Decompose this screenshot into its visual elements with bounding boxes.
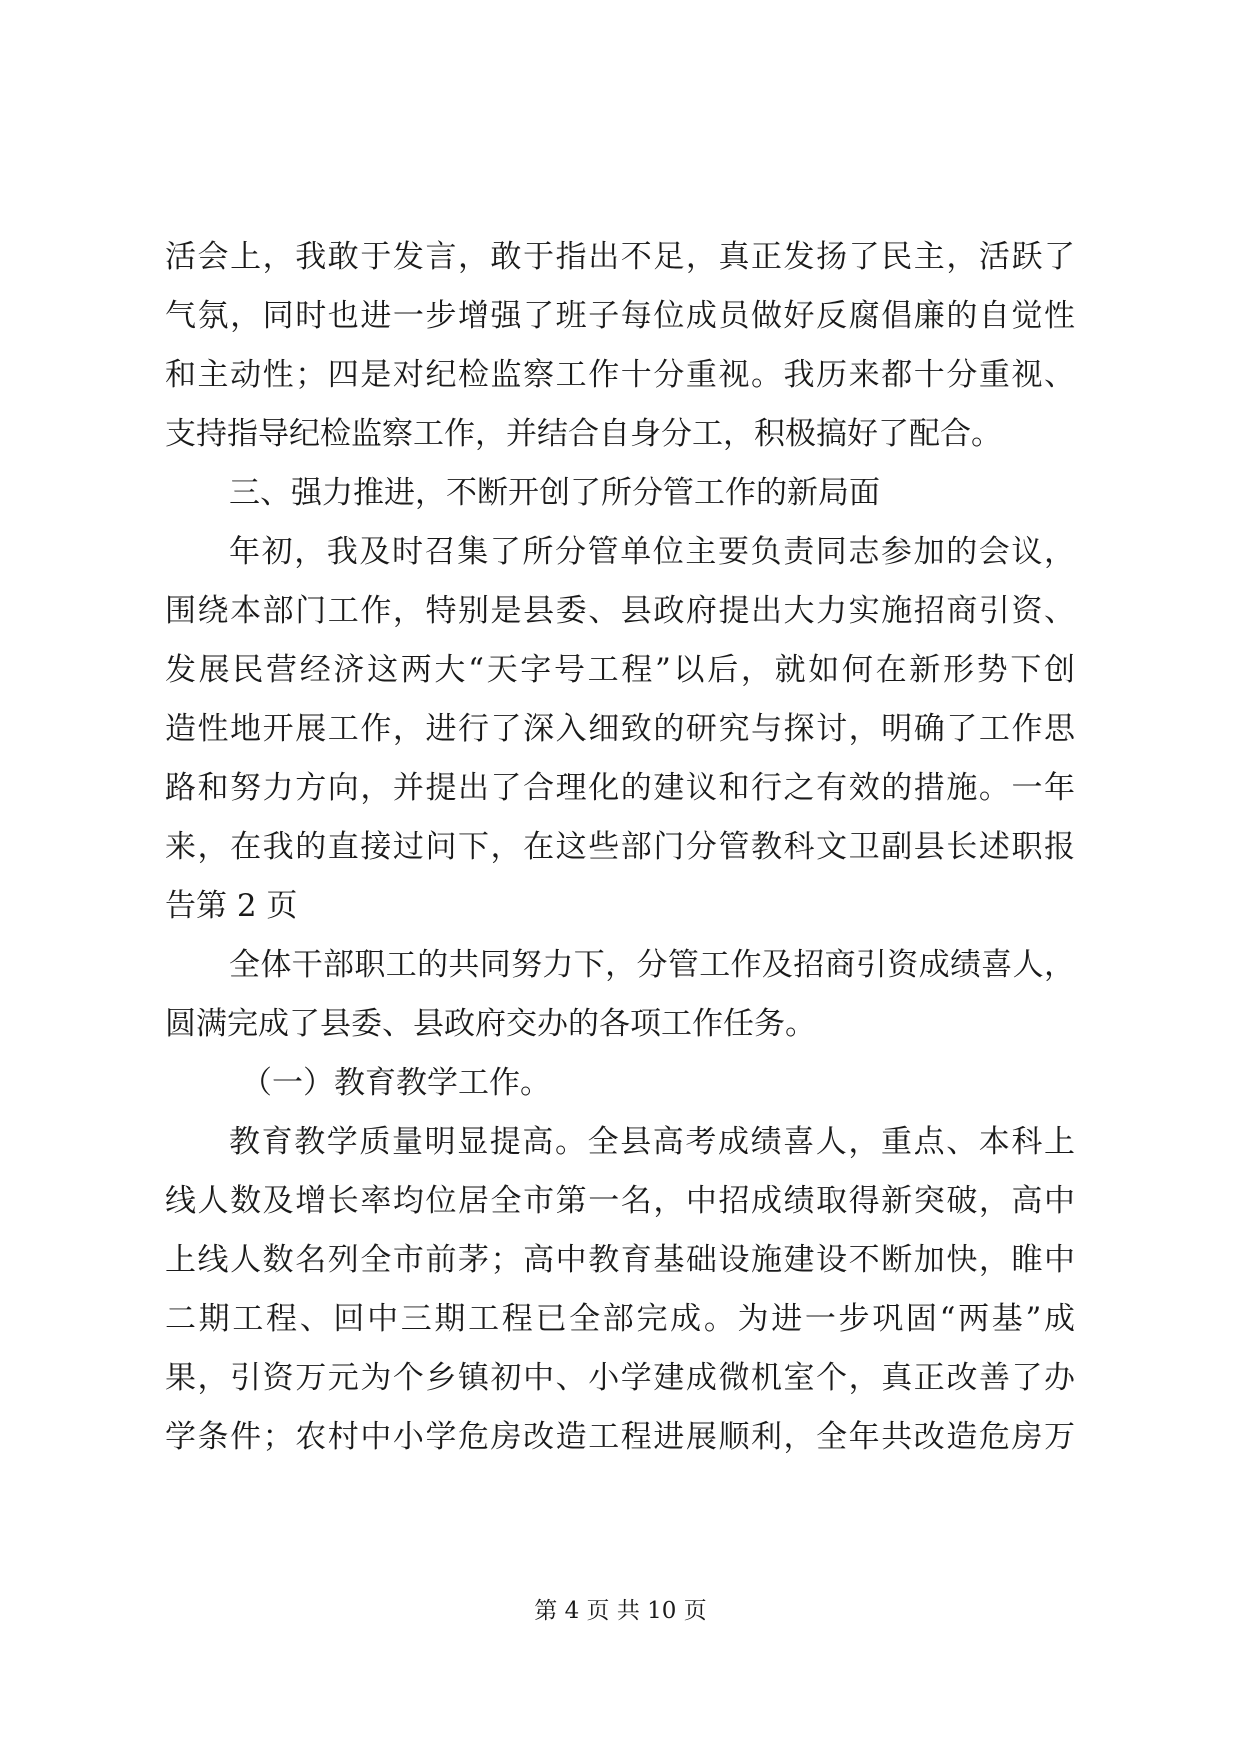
text-line: 二期工程、回中三期工程已全部完成。为进一步巩固“两基”成 (165, 1301, 1075, 1337)
text-line: 发展民营经济这两大“天字号工程”以后，就如何在新形势下创 (165, 652, 1075, 688)
text-line: 支持指导纪检监察工作，并结合自身分工，积极搞好了配合。 (165, 416, 1002, 452)
text-line: 学条件；农村中小学危房改造工程进展顺利，全年共改造危房万 (165, 1419, 1075, 1455)
text-line: 围绕本部门工作，特别是县委、县政府提出大力实施招商引资、 (165, 593, 1075, 629)
text-line: 年初，我及时召集了所分管单位主要负责同志参加的会议， (229, 534, 1075, 570)
document-body (165, 228, 1075, 1467)
text-line: 果，引资万元为个乡镇初中、小学建成微机室个，真正改善了办 (165, 1360, 1075, 1396)
text-line: 来，在我的直接过问下，在这些部门分管教科文卫副县长述职报 (165, 829, 1075, 865)
text-line: 全体干部职工的共同努力下，分管工作及招商引资成绩喜人， (229, 947, 1075, 983)
text-line: 活会上，我敢于发言，敢于指出不足，真正发扬了民主，活跃了 (165, 239, 1075, 275)
text-line: 圆满完成了县委、县政府交办的各项工作任务。 (165, 1006, 816, 1042)
text-line: 路和努力方向，并提出了合理化的建议和行之有效的措施。一年 (165, 770, 1075, 806)
page-footer: 第 4 页 共 10 页 (534, 1598, 707, 1624)
text-line: 气氛，同时也进一步增强了班子每位成员做好反腐倡廉的自觉性 (165, 298, 1075, 334)
text-line: 教育教学质量明显提高。全县高考成绩喜人，重点、本科上 (229, 1124, 1075, 1160)
text-line: 线人数及增长率均位居全市第一名，中招成绩取得新突破，高中 (165, 1183, 1075, 1219)
text-line: 和主动性；四是对纪检监察工作十分重视。我历来都十分重视、 (165, 357, 1075, 393)
text-line: 告第 2 页 (165, 888, 298, 924)
subsection-heading: （一）教育教学工作。 (241, 1065, 551, 1101)
text-line: 造性地开展工作，进行了深入细致的研究与探讨，明确了工作思 (165, 711, 1075, 747)
text-line: 上线人数名列全市前茅；高中教育基础设施建设不断加快，睢中 (165, 1242, 1075, 1278)
section-heading: 三、强力推进，不断开创了所分管工作的新局面 (229, 475, 880, 511)
